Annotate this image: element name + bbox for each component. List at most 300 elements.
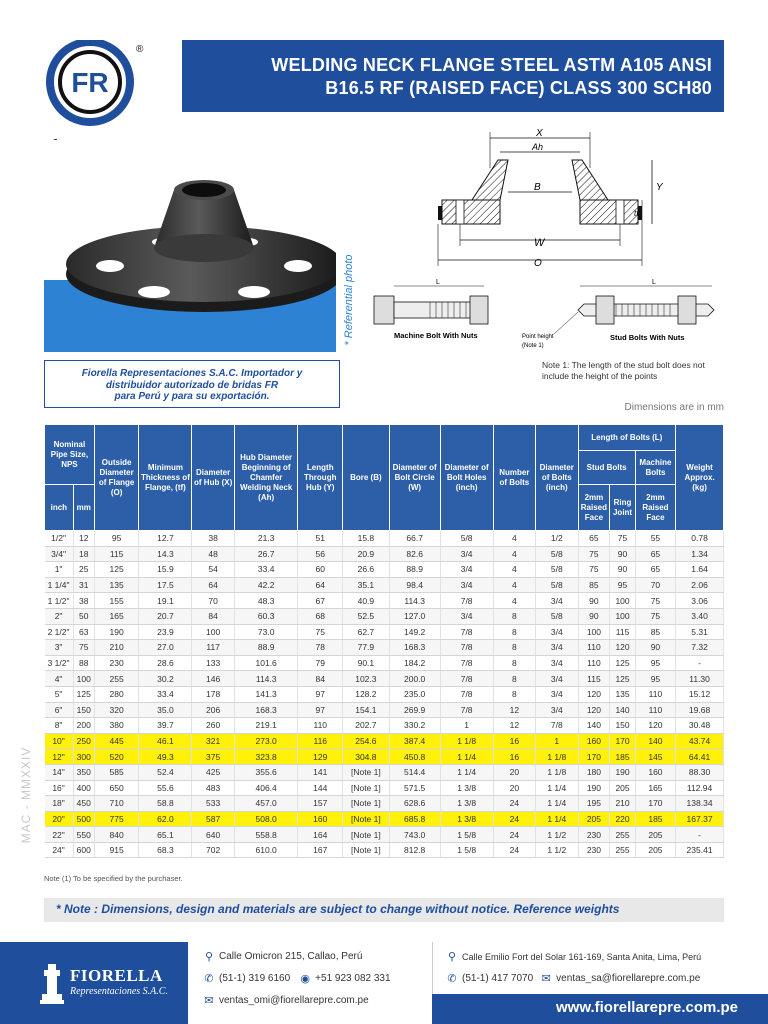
footer-email-1[interactable]: ✉ ventas_omi@fiorellarepre.com.pe <box>202 994 369 1007</box>
table-cell: 138.34 <box>676 796 724 812</box>
table-cell: 56 <box>298 546 343 562</box>
table-cell: 210 <box>94 640 139 656</box>
table-cell: 73.0 <box>234 624 298 640</box>
table-cell: 255 <box>610 842 635 858</box>
table-cell: 65 <box>635 546 675 562</box>
table-cell: 12 <box>493 718 535 734</box>
th-number-of-bolts: Number of Bolts <box>493 425 535 531</box>
footer-whatsapp: +51 923 082 331 <box>315 973 391 984</box>
th-mm: mm <box>73 485 94 531</box>
footer-address-2: ⚲ Calle Emilio Fort del Solar 161-169, Santa Anita, Lima, Perú <box>445 950 701 963</box>
table-cell: 533 <box>192 796 234 812</box>
table-row <box>45 702 724 718</box>
table-cell: 50 <box>73 608 94 624</box>
table-cell: 200 <box>73 718 94 734</box>
table-cell: 90 <box>610 562 635 578</box>
note-1 <box>542 360 722 382</box>
table-cell: 102.3 <box>343 671 390 687</box>
dim-tf-label: tf <box>634 209 639 218</box>
table-row <box>45 531 724 547</box>
table-cell: 12 <box>493 702 535 718</box>
table-row <box>45 827 724 843</box>
table-cell: 7/8 <box>440 671 493 687</box>
importer-line-2: distribuidor autorizado de bridas FR <box>105 379 279 391</box>
table-row <box>45 686 724 702</box>
table-cell: 650 <box>94 780 139 796</box>
table-cell: 170 <box>610 733 635 749</box>
table-cell: 571.5 <box>389 780 440 796</box>
dim-ah-label: Ah <box>532 142 544 152</box>
table-cell: 14" <box>45 764 74 780</box>
table-cell: 24 <box>493 827 535 843</box>
table-cell: 1 1/4 <box>536 811 578 827</box>
table-cell: 65.1 <box>139 827 192 843</box>
table-cell: 95 <box>635 671 675 687</box>
table-cell: 68.3 <box>139 842 192 858</box>
table-cell: 3/4 <box>536 593 578 609</box>
table-cell: 190 <box>610 764 635 780</box>
note-1-line-2: include the height of the points <box>542 371 658 381</box>
table-cell: 12 <box>73 531 94 547</box>
table-cell: 90 <box>610 546 635 562</box>
table-cell: 85 <box>635 624 675 640</box>
dim-o-label: O <box>534 258 542 268</box>
table-cell: 445 <box>94 733 139 749</box>
table-cell: 10" <box>45 733 74 749</box>
table-cell: 65 <box>635 562 675 578</box>
table-cell: 3/4 <box>536 686 578 702</box>
table-cell: 88 <box>73 655 94 671</box>
table-cell: 320 <box>94 702 139 718</box>
table-row <box>45 796 724 812</box>
table-cell: 100 <box>610 608 635 624</box>
table-cell: 1 <box>440 718 493 734</box>
table-cell: 15.8 <box>343 531 390 547</box>
table-cell: 38 <box>192 531 234 547</box>
table-cell: 628.6 <box>389 796 440 812</box>
table-cell: 1 1/2" <box>45 593 74 609</box>
phone-icon: ✆ <box>447 973 457 985</box>
table-cell: 35.1 <box>343 577 390 593</box>
table-cell: 64.41 <box>676 749 724 765</box>
table-cell: 164 <box>298 827 343 843</box>
referential-photo-caption: * Referential photo <box>343 254 355 346</box>
table-cell: 3/4 <box>440 577 493 593</box>
table-cell: 75 <box>298 624 343 640</box>
table-cell: 22" <box>45 827 74 843</box>
table-cell: 7/8 <box>536 718 578 734</box>
table-cell: 20 <box>493 780 535 796</box>
table-cell: 160 <box>578 733 610 749</box>
table-cell: 1 3/8 <box>440 796 493 812</box>
table-cell: 97 <box>298 686 343 702</box>
table-cell: 62.7 <box>343 624 390 640</box>
table-cell: 28.6 <box>139 655 192 671</box>
machine-bolt-l: L <box>436 279 440 286</box>
table-cell: 27.0 <box>139 640 192 656</box>
footer-company-sub: Representaciones S.A.C. <box>70 986 168 997</box>
table-cell: 1/2" <box>45 531 74 547</box>
table-cell: [Note 1] <box>343 842 390 858</box>
table-cell: 63 <box>73 624 94 640</box>
table-cell: 149.2 <box>389 624 440 640</box>
footer-phone-1[interactable]: ✆ (51-1) 319 6160 ◉ +51 923 082 331 <box>202 972 391 985</box>
table-cell: 3.06 <box>676 593 724 609</box>
table-cell: 915 <box>94 842 139 858</box>
table-cell: 100 <box>610 593 635 609</box>
table-cell: 100 <box>73 671 94 687</box>
table-cell: 1.34 <box>676 546 724 562</box>
table-row <box>45 671 724 687</box>
table-cell: 115 <box>578 671 610 687</box>
flange-spec-table <box>44 424 724 858</box>
table-cell: 67 <box>298 593 343 609</box>
table-cell: 120 <box>610 640 635 656</box>
note-1-line-1: Note 1: The length of the stud bolt does not <box>542 360 705 370</box>
whatsapp-icon: ◉ <box>300 973 310 985</box>
table-cell: 1 3/8 <box>440 811 493 827</box>
table-cell: 1 1/2 <box>536 842 578 858</box>
table-cell: 101.6 <box>234 655 298 671</box>
table-cell: 4 <box>493 546 535 562</box>
table-row <box>45 718 724 734</box>
th-inch: inch <box>45 485 74 531</box>
th-stud-bolts: Stud Bolts <box>578 451 635 485</box>
table-cell: 167.37 <box>676 811 724 827</box>
registered-mark: ® <box>136 44 144 55</box>
table-cell: - <box>676 655 724 671</box>
table-cell: 3/4 <box>440 562 493 578</box>
table-cell: 1 5/8 <box>440 842 493 858</box>
table-cell: 15.9 <box>139 562 192 578</box>
table-cell: 84 <box>298 671 343 687</box>
table-cell: 24" <box>45 842 74 858</box>
dim-b-label: B <box>534 182 541 193</box>
table-cell: 8 <box>493 640 535 656</box>
dim-y-label: Y <box>656 182 663 193</box>
table-cell: 558.8 <box>234 827 298 843</box>
table-cell: 5/8 <box>440 531 493 547</box>
table-cell: 610.0 <box>234 842 298 858</box>
table-cell: 508.0 <box>234 811 298 827</box>
th-machine-bolts: Machine Bolts <box>635 451 675 485</box>
email-icon: ✉ <box>541 973 551 985</box>
logo-letters: FR <box>71 67 109 98</box>
table-cell: 68 <box>298 608 343 624</box>
table-cell: 514.4 <box>389 764 440 780</box>
fiorella-emblem-icon <box>38 960 66 1006</box>
table-cell: 144 <box>298 780 343 796</box>
title-line-2: B16.5 RF (RAISED FACE) CLASS 300 SCH80 <box>325 78 712 98</box>
table-row <box>45 764 724 780</box>
table-cell: 51 <box>298 531 343 547</box>
table-row <box>45 749 724 765</box>
table-cell: 157 <box>298 796 343 812</box>
table-cell: 62.0 <box>139 811 192 827</box>
table-cell: 114.3 <box>234 671 298 687</box>
th-stud-2mm-rf: 2mm Raised Face <box>578 485 610 531</box>
table-cell: 70 <box>192 593 234 609</box>
table-cell: 4 <box>493 593 535 609</box>
flange-photo <box>44 168 336 352</box>
stud-bolt-l: L <box>652 279 656 286</box>
table-cell: 1 1/4" <box>45 577 74 593</box>
table-cell: 46.1 <box>139 733 192 749</box>
table-cell: 6" <box>45 702 74 718</box>
table-cell: 24 <box>493 796 535 812</box>
table-cell: 11.30 <box>676 671 724 687</box>
point-height-line-2: (Note 1) <box>522 343 544 349</box>
table-cell: 3 1/2" <box>45 655 74 671</box>
fr-logo <box>40 40 160 140</box>
table-cell: 170 <box>635 796 675 812</box>
table-cell: 90 <box>578 593 610 609</box>
table-cell: 25 <box>73 562 94 578</box>
table-cell: 75 <box>635 608 675 624</box>
table-cell: 184.2 <box>389 655 440 671</box>
dim-x-label: X <box>536 128 543 139</box>
table-cell: 587 <box>192 811 234 827</box>
table-cell: 125 <box>610 655 635 671</box>
table-cell: 90 <box>635 640 675 656</box>
table-cell: 88.9 <box>234 640 298 656</box>
table-row <box>45 811 724 827</box>
table-cell: 4 <box>493 577 535 593</box>
table-cell: 1 1/4 <box>536 780 578 796</box>
table-row <box>45 562 724 578</box>
table-cell: 75 <box>578 546 610 562</box>
table-cell: [Note 1] <box>343 827 390 843</box>
table-cell: 375 <box>192 749 234 765</box>
table-row <box>45 577 724 593</box>
table-cell: 230 <box>94 655 139 671</box>
table-cell: 380 <box>94 718 139 734</box>
table-note: Note (1) To be specified by the purchaser. <box>44 874 183 883</box>
table-cell: 54 <box>192 562 234 578</box>
table-cell: 16 <box>493 733 535 749</box>
table-cell: 75 <box>635 593 675 609</box>
footer-phone-2[interactable]: ✆ (51-1) 417 7070 ✉ ventas_sa@fiorellarepre.com.pe <box>445 972 700 985</box>
table-cell: 321 <box>192 733 234 749</box>
table-cell: 1 1/4 <box>440 749 493 765</box>
table-cell: 23.9 <box>139 624 192 640</box>
table-cell: 90.1 <box>343 655 390 671</box>
table-cell: 48 <box>192 546 234 562</box>
phone-icon: ✆ <box>204 973 214 985</box>
table-cell: 115 <box>610 624 635 640</box>
table-cell: 5" <box>45 686 74 702</box>
th-bore: Bore (B) <box>343 425 390 531</box>
table-cell: 8 <box>493 671 535 687</box>
table-cell: [Note 1] <box>343 811 390 827</box>
table-cell: 387.4 <box>389 733 440 749</box>
table-cell: 3.40 <box>676 608 724 624</box>
table-cell: 19.1 <box>139 593 192 609</box>
table-cell: 30.2 <box>139 671 192 687</box>
table-cell: 112.94 <box>676 780 724 796</box>
footer <box>0 942 768 1024</box>
table-cell: 15.12 <box>676 686 724 702</box>
table-cell: 600 <box>73 842 94 858</box>
table-cell: 254.6 <box>343 733 390 749</box>
table-cell: 95 <box>610 577 635 593</box>
th-min-thickness: Minimum Thickness of Flange, (tf) <box>139 425 192 531</box>
footer-email-2: ventas_sa@fiorellarepre.com.pe <box>556 973 701 984</box>
th-weight: Weight Approx. (kg) <box>676 425 724 531</box>
table-cell: 205 <box>578 811 610 827</box>
footer-company-name: FIORELLA <box>70 966 163 985</box>
table-cell: 16" <box>45 780 74 796</box>
table-cell: 110 <box>635 686 675 702</box>
table-cell: 8 <box>493 655 535 671</box>
title-line-1: WELDING NECK FLANGE STEEL ASTM A105 ANSI <box>271 55 712 75</box>
table-cell: 500 <box>73 811 94 827</box>
table-cell: 38 <box>73 593 94 609</box>
th-bolt-circle: Diameter of Bolt Circle (W) <box>389 425 440 531</box>
th-hub-chamfer: Hub Diameter Beginning of Chamfer Welding Neck (Ah) <box>234 425 298 531</box>
table-cell: 26.7 <box>234 546 298 562</box>
table-cell: 110 <box>635 702 675 718</box>
table-cell: 141.3 <box>234 686 298 702</box>
table-cell: 20.7 <box>139 608 192 624</box>
bolts-diagram <box>366 272 724 352</box>
table-cell: 640 <box>192 827 234 843</box>
table-cell: 168.3 <box>389 640 440 656</box>
footer-brand <box>0 942 188 1024</box>
table-cell: 88.9 <box>389 562 440 578</box>
table-cell: 457.0 <box>234 796 298 812</box>
table-cell: 170 <box>578 749 610 765</box>
table-cell: 150 <box>610 718 635 734</box>
table-cell: 1 5/8 <box>440 827 493 843</box>
table-cell: 129 <box>298 749 343 765</box>
table-cell: 2" <box>45 608 74 624</box>
table-cell: 140 <box>635 733 675 749</box>
table-row <box>45 608 724 624</box>
table-cell: 120 <box>578 702 610 718</box>
table-cell: 4 <box>493 531 535 547</box>
importer-line-1: Fiorella Representaciones S.A.C. Importador y <box>81 368 303 379</box>
table-cell: 1 1/4 <box>440 764 493 780</box>
table-cell: 5/8 <box>536 546 578 562</box>
table-cell: 8 <box>493 686 535 702</box>
table-cell: 1 1/8 <box>536 764 578 780</box>
table-cell: 55.6 <box>139 780 192 796</box>
th-nps: Nominal Pipe Size, NPS <box>45 425 95 485</box>
table-cell: 140 <box>578 718 610 734</box>
table-cell: 230 <box>578 827 610 843</box>
table-cell: 19.68 <box>676 702 724 718</box>
table-cell: 483 <box>192 780 234 796</box>
table-cell: 330.2 <box>389 718 440 734</box>
table-cell: [Note 1] <box>343 796 390 812</box>
th-outside-diameter: Outside Diameter of Flange (O) <box>94 425 139 531</box>
table-cell: 180 <box>578 764 610 780</box>
table-cell: 75 <box>578 562 610 578</box>
table-cell: 125 <box>73 686 94 702</box>
table-cell: 82.6 <box>389 546 440 562</box>
stud-bolt-label: Stud Bolts With Nuts <box>610 333 685 342</box>
table-cell: 165 <box>94 608 139 624</box>
footer-callao <box>188 942 432 1024</box>
table-cell: 520 <box>94 749 139 765</box>
table-cell: 77.9 <box>343 640 390 656</box>
table-cell: 323.8 <box>234 749 298 765</box>
table-cell: 145 <box>635 749 675 765</box>
table-cell: 210 <box>610 796 635 812</box>
table-cell: 1/2 <box>536 531 578 547</box>
table-cell: 205 <box>635 827 675 843</box>
table-cell: 18" <box>45 796 74 812</box>
table-cell: 31 <box>73 577 94 593</box>
logo-arc-text <box>49 138 127 140</box>
table-cell: 35.0 <box>139 702 192 718</box>
table-cell: 60.3 <box>234 608 298 624</box>
table-cell: 168.3 <box>234 702 298 718</box>
table-cell: 3/4" <box>45 546 74 562</box>
table-cell: 14.3 <box>139 546 192 562</box>
table-cell: 88.30 <box>676 764 724 780</box>
table-cell: 255 <box>610 827 635 843</box>
table-cell: 269.9 <box>389 702 440 718</box>
table-cell: 135 <box>94 577 139 593</box>
th-length-through-hub: Length Through Hub (Y) <box>298 425 343 531</box>
importer-line-3: para Perú y para su exportación. <box>114 391 270 402</box>
table-cell: 7/8 <box>440 640 493 656</box>
table-row <box>45 624 724 640</box>
table-cell: 17.5 <box>139 577 192 593</box>
table-cell: 840 <box>94 827 139 843</box>
table-cell: 3/4 <box>440 546 493 562</box>
table-cell: 3/4 <box>536 702 578 718</box>
table-cell: 160 <box>635 764 675 780</box>
table-cell: 116 <box>298 733 343 749</box>
table-cell: 3/4 <box>536 624 578 640</box>
table-cell: 39.7 <box>139 718 192 734</box>
table-row <box>45 546 724 562</box>
table-cell: 1 1/8 <box>440 733 493 749</box>
table-cell: 219.1 <box>234 718 298 734</box>
side-code: MAC - MMXXIV <box>19 746 33 844</box>
table-cell: 84 <box>192 608 234 624</box>
table-cell: 20.9 <box>343 546 390 562</box>
machine-bolt-label: Machine Bolt With Nuts <box>394 331 478 340</box>
table-cell: 812.8 <box>389 842 440 858</box>
table-cell: 100 <box>192 624 234 640</box>
table-cell: 12" <box>45 749 74 765</box>
table-cell: 300 <box>73 749 94 765</box>
table-cell: - <box>676 827 724 843</box>
table-cell: 75 <box>73 640 94 656</box>
table-cell: 304.8 <box>343 749 390 765</box>
table-cell: 5/8 <box>536 608 578 624</box>
table-cell: 250 <box>73 733 94 749</box>
footer-website[interactable]: www.fiorellarepre.com.pe <box>432 994 768 1024</box>
table-cell: 0.78 <box>676 531 724 547</box>
table-cell: 20 <box>493 764 535 780</box>
table-cell: 117 <box>192 640 234 656</box>
table-cell: 3/4 <box>440 608 493 624</box>
table-cell: 64 <box>298 577 343 593</box>
table-cell: 78 <box>298 640 343 656</box>
table-cell: 64 <box>192 577 234 593</box>
table-cell: 355.6 <box>234 764 298 780</box>
table-cell: 280 <box>94 686 139 702</box>
table-cell: 100 <box>578 624 610 640</box>
th-bolt-holes: Diameter of Bolt Holes (inch) <box>440 425 493 531</box>
table-cell: 4" <box>45 671 74 687</box>
footer-address-1: ⚲ Calle Omicron 215, Callao, Perú <box>202 950 362 963</box>
